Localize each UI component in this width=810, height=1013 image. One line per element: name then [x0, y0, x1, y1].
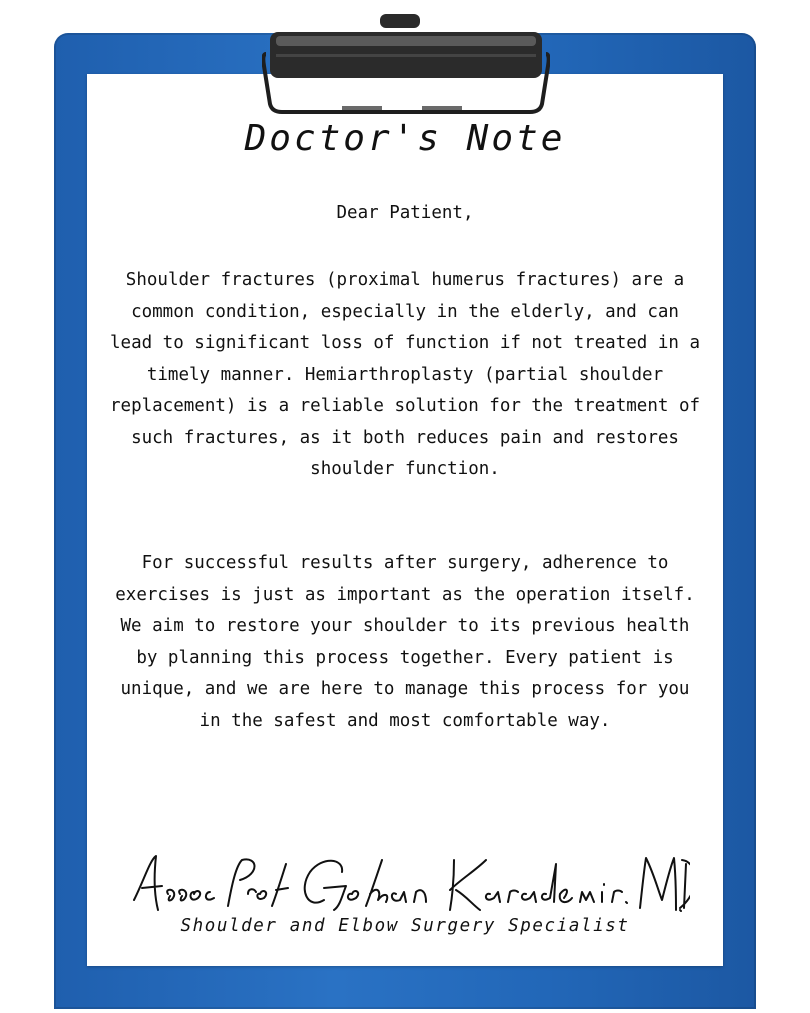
greeting: Dear Patient,: [336, 203, 474, 223]
clipboard-clip-icon: [262, 14, 550, 114]
paragraph-fracture-info: Shoulder fractures (proximal humerus fractures) are a common condition, especially in the elderly, and can lead to significant loss of function if not treated in a timely manner. Hemiarthroplasty (partial shoulder replacement) is a reliable solution for the treatment of such fractures, as it both reduces pain and restores shoulder function.: [110, 270, 701, 479]
doctor-specialty: Shoulder and Elbow Surgery Specialist: [180, 916, 630, 936]
paragraph-recovery-info: For successful results after surgery, adherence to exercises is just as important as the operation itself. We aim to restore your shoulder to its previous health by planning this process together. Every patient is unique, and we are here to manage this process for you in the safest and most comfortable way.: [115, 553, 695, 731]
page-title: Doctor's Note: [244, 118, 566, 159]
handwritten-signature: [120, 850, 690, 920]
